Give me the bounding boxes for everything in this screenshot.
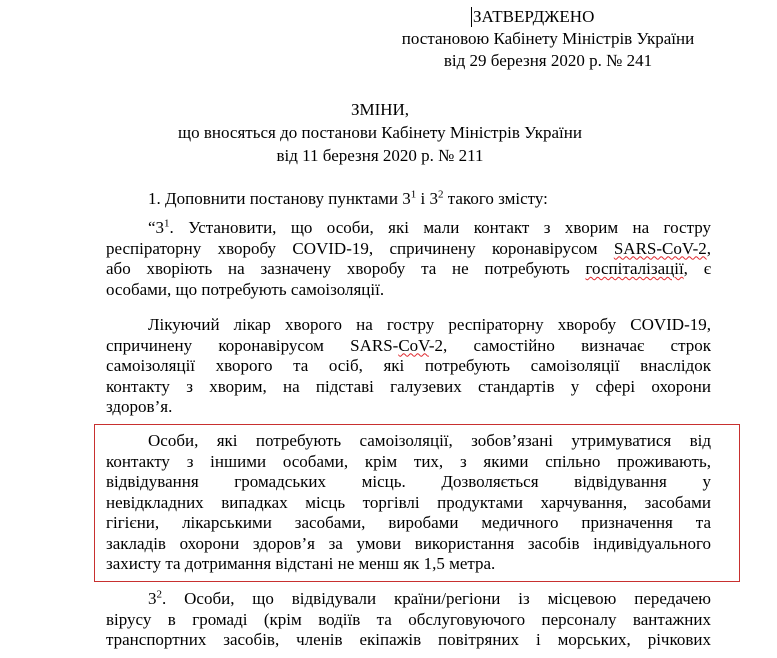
intro-paragraph: 1. Доповнити постанову пунктами $3^1$ і $3^2$ такого змісту: <box>148 188 548 208</box>
p1-line: особами, що потребують самоізоляції. <box>106 279 385 299</box>
p3-line: контакту з іншими особами, крім тих, з якими спільно проживають, <box>106 451 711 471</box>
title-subheading: що вносяться до постанови Кабінету Міністрів України <box>178 123 582 142</box>
p1-line: респіраторну хворобу COVID-19, спричинену коронавірусом SARS-CoV-2, <box>106 238 711 258</box>
spellcheck-mark: CoV <box>398 335 429 355</box>
approval-line: постановою Кабінету Міністрів України <box>401 29 695 48</box>
approval-heading: ЗАТВЕРДЖЕНО <box>473 7 595 26</box>
p3-line: відвідування громадських місць. Дозволяється відвідування у <box>106 472 711 491</box>
paragraph-doctor <box>106 315 711 418</box>
p2-line: контакту з хворим, на підставі галузевих стандартів у сфері охорони <box>106 376 711 396</box>
p4-line: $3^2$. Особи, що відвідували країни/регіони із місцевою передачею <box>148 588 711 608</box>
p2-line: здоров’я. <box>106 397 173 416</box>
p4-line: вірусу в громаді (крім водіїв та обслуговуючого персоналу вантажних <box>106 609 711 629</box>
paragraph-3-2 <box>106 589 711 651</box>
p1-line: “$3^1$. Установити, що особи, які мали контакт з хворим на гостру <box>148 217 711 237</box>
document-title <box>100 98 660 167</box>
p2-line: Лікуючий лікар хворого на гостру респіраторну хворобу COVID-19, <box>148 315 711 334</box>
approval-block <box>378 6 718 72</box>
paragraph-3-1 <box>106 218 711 300</box>
spellcheck-mark: госпіталізації <box>585 259 684 278</box>
spellcheck-mark: SARS-CoV-2 <box>613 238 707 258</box>
p3-line: захисту та дотримання відстані не менш як 1,5 метра. <box>106 554 496 573</box>
p3-line: невідкладних випадках місць торгівлі продуктами харчування, засобами <box>106 492 711 512</box>
p3-line: закладів охорони здоров’я за умови використання засобів індивідуального <box>106 533 711 553</box>
approval-date: від 29 березня 2020 р. № 241 <box>443 51 653 70</box>
title-heading: ЗМІНИ, <box>350 100 410 119</box>
p3-line: гігієни, лікарськими засобами, виробами медичного призначення та <box>106 513 711 532</box>
p3-line: Особи, які потребують самоізоляції, зобов’язані утримуватися від <box>148 431 711 450</box>
p2-line: самоізоляції хворого та осіб, які потребують самоізоляції внаслідок <box>106 356 711 375</box>
p2-line: спричинену коронавірусом SARS-CoV-2, самостійно визначає строк <box>106 335 712 355</box>
title-date: від 11 березня 2020 р. № 211 <box>276 146 484 165</box>
p4-line: транспортних засобів, членів екіпажів повітряних і морських, річкових <box>106 630 711 649</box>
text-cursor <box>471 7 472 27</box>
p1-line: або хворіють на зазначену хворобу та не потребують госпіталізації, є <box>106 259 712 278</box>
paragraph-self-isolation-rules <box>106 431 711 575</box>
